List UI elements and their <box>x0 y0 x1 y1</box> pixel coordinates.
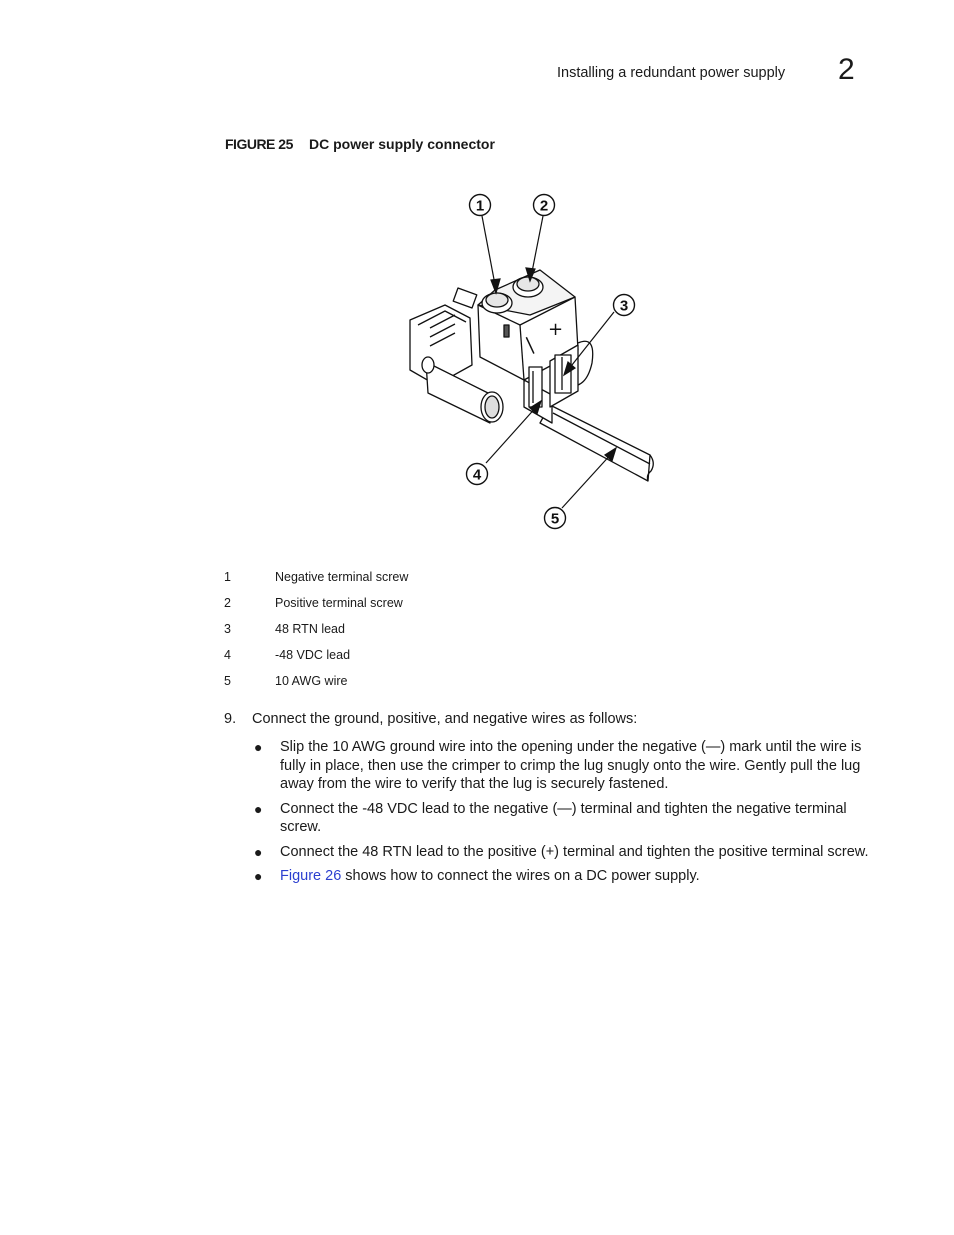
running-header: Installing a redundant power supply <box>557 65 786 81</box>
legend-number: 1 <box>224 570 231 584</box>
list-item <box>254 843 874 862</box>
chapter-number: 2 <box>838 53 855 86</box>
legend-text: -48 VDC lead <box>275 648 351 662</box>
negative-mark: | <box>522 333 537 356</box>
bullet-icon: ● <box>254 843 263 860</box>
leader-line-1 <box>482 216 496 290</box>
legend-number: 4 <box>224 648 231 662</box>
step-text: Connect the ground, positive, and negative wires as follows: <box>252 711 638 727</box>
step-number: 9. <box>224 711 237 727</box>
leader-line-2 <box>531 216 543 277</box>
bullet-icon: ● <box>254 868 263 884</box>
bullet-list <box>254 738 874 892</box>
bullet-text: Slip the 10 AWG ground wire into the opening under the negative (—) mark until the wire is fully in place, then use the crimper to crimp the lug snugly onto the wire. Gently pull the lug away from the wire to verify that the lug is securely fastened. <box>280 739 862 792</box>
callout-label-2: 2 <box>539 197 549 215</box>
callout-label-5: 5 <box>550 510 560 528</box>
legend-text: 48 RTN lead <box>275 622 345 636</box>
bullet-icon: ● <box>254 739 263 755</box>
callout-label-1: 1 <box>475 197 485 215</box>
figure-26-link[interactable]: Figure 26 <box>280 868 342 884</box>
callout-label-4: 4 <box>472 466 482 484</box>
connector-drawing <box>400 185 670 535</box>
legend-text: 10 AWG wire <box>275 674 348 688</box>
wire-shape <box>540 405 650 481</box>
positive-opening <box>555 355 571 393</box>
list-item <box>254 738 874 794</box>
polarity-indicator <box>504 325 509 337</box>
legend-text: Negative terminal screw <box>275 570 409 584</box>
legend-number: 2 <box>224 596 231 610</box>
list-item <box>254 800 874 837</box>
bullet-text: Connect the -48 VDC lead to the negative (—) terminal and tighten the negative terminal screw. <box>280 800 847 835</box>
leader-line-5 <box>562 452 613 508</box>
figure-label: FIGURE 25 <box>225 136 293 152</box>
bullet-text: Connect the 48 RTN lead to the positive (+) terminal and tighten the positive terminal screw. <box>280 843 869 860</box>
figure-title: DC power supply connector <box>309 136 495 152</box>
callout-label-3: 3 <box>619 297 629 315</box>
connector-illustration <box>400 185 670 535</box>
latch-tab <box>453 288 477 308</box>
figure-caption <box>225 136 495 152</box>
legend-number: 3 <box>224 622 231 636</box>
bullet-text: shows how to connect the wires on a DC power supply. <box>341 868 700 884</box>
legend-text: Positive terminal screw <box>275 596 403 610</box>
legend-number: 5 <box>224 674 231 688</box>
list-item <box>254 867 874 886</box>
bullet-icon: ● <box>254 800 263 817</box>
positive-mark: + <box>548 319 564 340</box>
